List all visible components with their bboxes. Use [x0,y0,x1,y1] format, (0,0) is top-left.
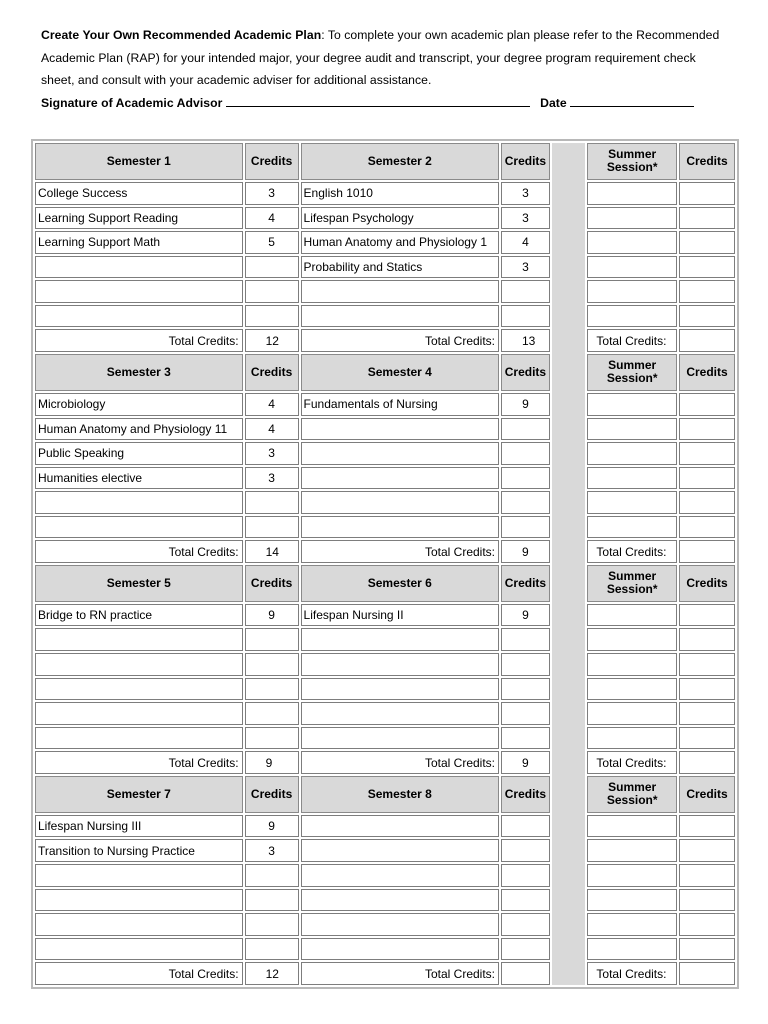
course-name-cell[interactable] [301,305,499,328]
course-row [35,207,735,230]
course-name-cell[interactable]: Human Anatomy and Physiology 11 [35,418,243,441]
course-name-cell[interactable]: Public Speaking [35,442,243,465]
credits-cell[interactable] [501,678,550,701]
summer-course-cell[interactable] [587,491,677,514]
course-name-cell[interactable]: Bridge to RN practice [35,604,243,627]
course-name-cell[interactable] [35,256,243,279]
semester-header: Semester 4 [301,354,499,391]
credits-cell[interactable] [501,305,550,328]
credits-cell[interactable]: 3 [245,182,299,205]
summer-course-cell[interactable] [587,678,677,701]
course-row [35,280,735,303]
summer-credits-cell[interactable] [679,516,735,539]
course-name-cell[interactable] [35,678,243,701]
credits-cell[interactable]: 3 [245,467,299,490]
course-name-cell[interactable]: Learning Support Reading [35,207,243,230]
summer-total-credits-label: Total Credits: [587,329,677,352]
course-name-cell[interactable]: Microbiology [35,393,243,416]
summer-course-cell[interactable] [587,653,677,676]
summer-total-credits-label: Total Credits: [587,751,677,774]
credits-cell[interactable]: 9 [501,393,550,416]
summer-credits-cell[interactable] [679,889,735,912]
credits-cell[interactable] [501,280,550,303]
summer-credits-cell[interactable] [679,182,735,205]
course-row [35,839,735,862]
credits-cell[interactable]: 4 [245,207,299,230]
summer-session-header: Summer Session* [587,143,677,180]
course-name-cell[interactable]: Fundamentals of Nursing [301,393,499,416]
summer-course-cell[interactable] [587,913,677,936]
summer-session-header: Summer Session* [587,776,677,813]
academic-plan-table [31,139,739,989]
course-name-cell[interactable] [301,815,499,838]
course-name-cell[interactable] [301,491,499,514]
course-name-cell[interactable] [301,678,499,701]
credits-header: Credits [245,143,299,180]
credits-header: Credits [679,354,735,391]
credits-cell[interactable]: 3 [245,442,299,465]
credits-cell[interactable] [501,913,550,936]
total-credits-row [35,540,735,563]
summer-course-cell[interactable] [587,467,677,490]
intro-paragraph [41,24,731,114]
summer-course-cell[interactable] [587,516,677,539]
credits-cell[interactable] [501,702,550,725]
course-name-cell[interactable] [301,727,499,750]
credits-header: Credits [245,776,299,813]
summer-course-cell[interactable] [587,839,677,862]
course-name-cell[interactable] [301,839,499,862]
course-name-cell[interactable]: Transition to Nursing Practice [35,839,243,862]
summer-credits-cell[interactable] [679,938,735,961]
course-name-cell[interactable] [301,889,499,912]
summer-credits-cell[interactable] [679,839,735,862]
credits-cell[interactable]: 4 [501,231,550,254]
credits-cell[interactable] [245,727,299,750]
credits-header: Credits [679,776,735,813]
course-name-cell[interactable] [301,913,499,936]
credits-header: Credits [501,776,550,813]
semester-header-row [35,354,735,391]
summer-session-header: Summer Session* [587,565,677,602]
course-row [35,864,735,887]
semester-header: Semester 2 [301,143,499,180]
credits-header: Credits [501,143,550,180]
signature-line[interactable] [226,95,530,107]
course-row [35,491,735,514]
credits-cell[interactable] [245,491,299,514]
summer-total-credits-label: Total Credits: [587,540,677,563]
signature-label: Signature of Academic Advisor [41,95,223,110]
credits-header: Credits [245,565,299,602]
course-name-cell[interactable] [301,938,499,961]
summer-course-cell[interactable] [587,207,677,230]
credits-cell[interactable] [245,256,299,279]
summer-session-header: Summer Session* [587,354,677,391]
summer-credits-cell[interactable] [679,678,735,701]
total-credits-value[interactable] [501,962,550,985]
course-name-cell[interactable] [301,702,499,725]
credits-cell[interactable]: 3 [501,256,550,279]
total-credits-value[interactable]: 9 [501,751,550,774]
total-credits-value[interactable]: 9 [501,540,550,563]
total-credits-value[interactable]: 14 [245,540,299,563]
course-name-cell[interactable] [301,864,499,887]
total-credits-row [35,751,735,774]
summer-course-cell[interactable] [587,702,677,725]
total-credits-label: Total Credits: [35,329,243,352]
course-row [35,231,735,254]
summer-credits-cell[interactable] [679,256,735,279]
credits-cell[interactable]: 5 [245,231,299,254]
summer-course-cell[interactable] [587,418,677,441]
total-credits-value[interactable]: 13 [501,329,550,352]
credits-cell[interactable] [245,938,299,961]
summer-credits-cell[interactable] [679,305,735,328]
course-row [35,702,735,725]
course-name-cell[interactable] [301,628,499,651]
course-name-cell[interactable]: Humanities elective [35,467,243,490]
intro-title: Create Your Own Recommended Academic Plan [41,28,322,42]
credits-cell[interactable] [501,442,550,465]
course-name-cell[interactable] [35,702,243,725]
course-name-cell[interactable] [301,467,499,490]
course-row [35,938,735,961]
summer-course-cell[interactable] [587,889,677,912]
credits-cell[interactable] [501,491,550,514]
course-name-cell[interactable]: Lifespan Nursing III [35,815,243,838]
semester-header: Semester 6 [301,565,499,602]
summer-credits-cell[interactable] [679,207,735,230]
course-row [35,815,735,838]
summer-course-cell[interactable] [587,256,677,279]
summer-credits-cell[interactable] [679,442,735,465]
course-row [35,678,735,701]
credits-cell[interactable] [245,653,299,676]
credits-cell[interactable] [245,628,299,651]
summer-course-cell[interactable] [587,305,677,328]
credits-cell[interactable] [245,678,299,701]
course-row [35,182,735,205]
credits-cell[interactable]: 9 [501,604,550,627]
course-name-cell[interactable] [35,280,243,303]
semester-header-row [35,565,735,602]
summer-credits-cell[interactable] [679,604,735,627]
credits-cell[interactable] [245,702,299,725]
summer-credits-cell[interactable] [679,280,735,303]
course-name-cell[interactable]: Lifespan Nursing II [301,604,499,627]
course-row [35,727,735,750]
credits-header: Credits [245,354,299,391]
course-name-cell[interactable]: Human Anatomy and Physiology 1 [301,231,499,254]
summer-course-cell[interactable] [587,727,677,750]
course-name-cell[interactable]: Lifespan Psychology [301,207,499,230]
course-row [35,418,735,441]
course-row [35,604,735,627]
total-credits-value[interactable]: 9 [245,751,299,774]
summer-credits-cell[interactable] [679,702,735,725]
course-row [35,256,735,279]
credits-cell[interactable]: 3 [245,839,299,862]
semester-header-row [35,143,735,180]
summer-course-cell[interactable] [587,628,677,651]
total-credits-value[interactable]: 12 [245,962,299,985]
credits-cell[interactable]: 3 [501,207,550,230]
summer-course-cell[interactable] [587,280,677,303]
summer-credits-cell[interactable] [679,864,735,887]
semester-header: Semester 7 [35,776,243,813]
date-label: Date [540,95,567,110]
course-name-cell[interactable] [301,516,499,539]
credits-cell[interactable] [501,889,550,912]
summer-course-cell[interactable] [587,864,677,887]
signature-row [41,96,694,110]
summer-course-cell[interactable] [587,182,677,205]
semester-header: Semester 1 [35,143,243,180]
course-name-cell[interactable] [35,628,243,651]
credits-cell[interactable]: 9 [245,604,299,627]
summer-course-cell[interactable] [587,815,677,838]
total-credits-label: Total Credits: [301,962,499,985]
course-row [35,305,735,328]
summer-course-cell[interactable] [587,938,677,961]
credits-cell[interactable] [245,516,299,539]
course-name-cell[interactable] [35,864,243,887]
summer-course-cell[interactable] [587,231,677,254]
course-name-cell[interactable] [35,727,243,750]
summer-course-cell[interactable] [587,393,677,416]
total-credits-label: Total Credits: [301,329,499,352]
credits-cell[interactable] [501,839,550,862]
course-row [35,516,735,539]
course-row [35,653,735,676]
summer-credits-cell[interactable] [679,653,735,676]
course-name-cell[interactable] [301,442,499,465]
total-credits-row [35,329,735,352]
course-row [35,889,735,912]
course-name-cell[interactable] [35,305,243,328]
summer-credits-cell[interactable] [679,628,735,651]
course-row [35,913,735,936]
summer-total-credits-value[interactable] [679,329,735,352]
course-row [35,393,735,416]
course-name-cell[interactable] [35,516,243,539]
credits-cell[interactable] [245,305,299,328]
course-name-cell[interactable] [35,653,243,676]
credits-cell[interactable] [501,516,550,539]
summer-total-credits-value[interactable] [679,751,735,774]
course-row [35,467,735,490]
credits-cell[interactable] [501,467,550,490]
credits-cell[interactable] [245,864,299,887]
course-name-cell[interactable] [35,491,243,514]
credits-cell[interactable]: 4 [245,418,299,441]
summer-credits-cell[interactable] [679,815,735,838]
credits-header: Credits [501,565,550,602]
course-name-cell[interactable]: Probability and Statics [301,256,499,279]
course-name-cell[interactable] [301,653,499,676]
course-name-cell[interactable]: English 1010 [301,182,499,205]
semester-header: Semester 5 [35,565,243,602]
credits-header: Credits [679,565,735,602]
credits-cell[interactable] [245,889,299,912]
summer-credits-cell[interactable] [679,913,735,936]
total-credits-label: Total Credits: [35,751,243,774]
course-name-cell[interactable] [35,913,243,936]
total-credits-value[interactable]: 12 [245,329,299,352]
credits-cell[interactable] [501,815,550,838]
credits-cell[interactable] [501,938,550,961]
summer-total-credits-value[interactable] [679,962,735,985]
course-row [35,442,735,465]
total-credits-label: Total Credits: [35,962,243,985]
total-credits-label: Total Credits: [301,540,499,563]
course-row [35,628,735,651]
summer-credits-cell[interactable] [679,467,735,490]
credits-cell[interactable]: 9 [245,815,299,838]
semester-header: Semester 3 [35,354,243,391]
total-credits-label: Total Credits: [35,540,243,563]
summer-credits-cell[interactable] [679,231,735,254]
credits-header: Credits [679,143,735,180]
credits-cell[interactable] [501,628,550,651]
course-name-cell[interactable] [35,938,243,961]
total-credits-row [35,962,735,985]
semester-header-row [35,776,735,813]
date-line[interactable] [570,95,694,107]
semester-header: Semester 8 [301,776,499,813]
course-name-cell[interactable] [301,280,499,303]
credits-cell[interactable]: 3 [501,182,550,205]
course-name-cell[interactable] [35,889,243,912]
credits-cell[interactable] [245,913,299,936]
summer-credits-cell[interactable] [679,727,735,750]
summer-credits-cell[interactable] [679,393,735,416]
credits-cell[interactable] [501,864,550,887]
summer-course-cell[interactable] [587,604,677,627]
credits-cell[interactable] [501,653,550,676]
summer-course-cell[interactable] [587,442,677,465]
summer-total-credits-value[interactable] [679,540,735,563]
summer-credits-cell[interactable] [679,418,735,441]
summer-credits-cell[interactable] [679,491,735,514]
total-credits-label: Total Credits: [301,751,499,774]
course-name-cell[interactable]: Learning Support Math [35,231,243,254]
course-name-cell[interactable]: College Success [35,182,243,205]
credits-cell[interactable] [245,280,299,303]
intro-text: : To complete your own academic plan please refer to the Recommended Academic Plan (RAP) for your intended major, your degree audit and transcript, your degree program requirement check sheet, and consult with your academic adviser for additional assistance. [41,28,720,87]
summer-total-credits-label: Total Credits: [587,962,677,985]
credits-header: Credits [501,354,550,391]
course-name-cell[interactable] [301,418,499,441]
credits-cell[interactable]: 4 [245,393,299,416]
column-separator [552,143,586,985]
credits-cell[interactable] [501,727,550,750]
credits-cell[interactable] [501,418,550,441]
